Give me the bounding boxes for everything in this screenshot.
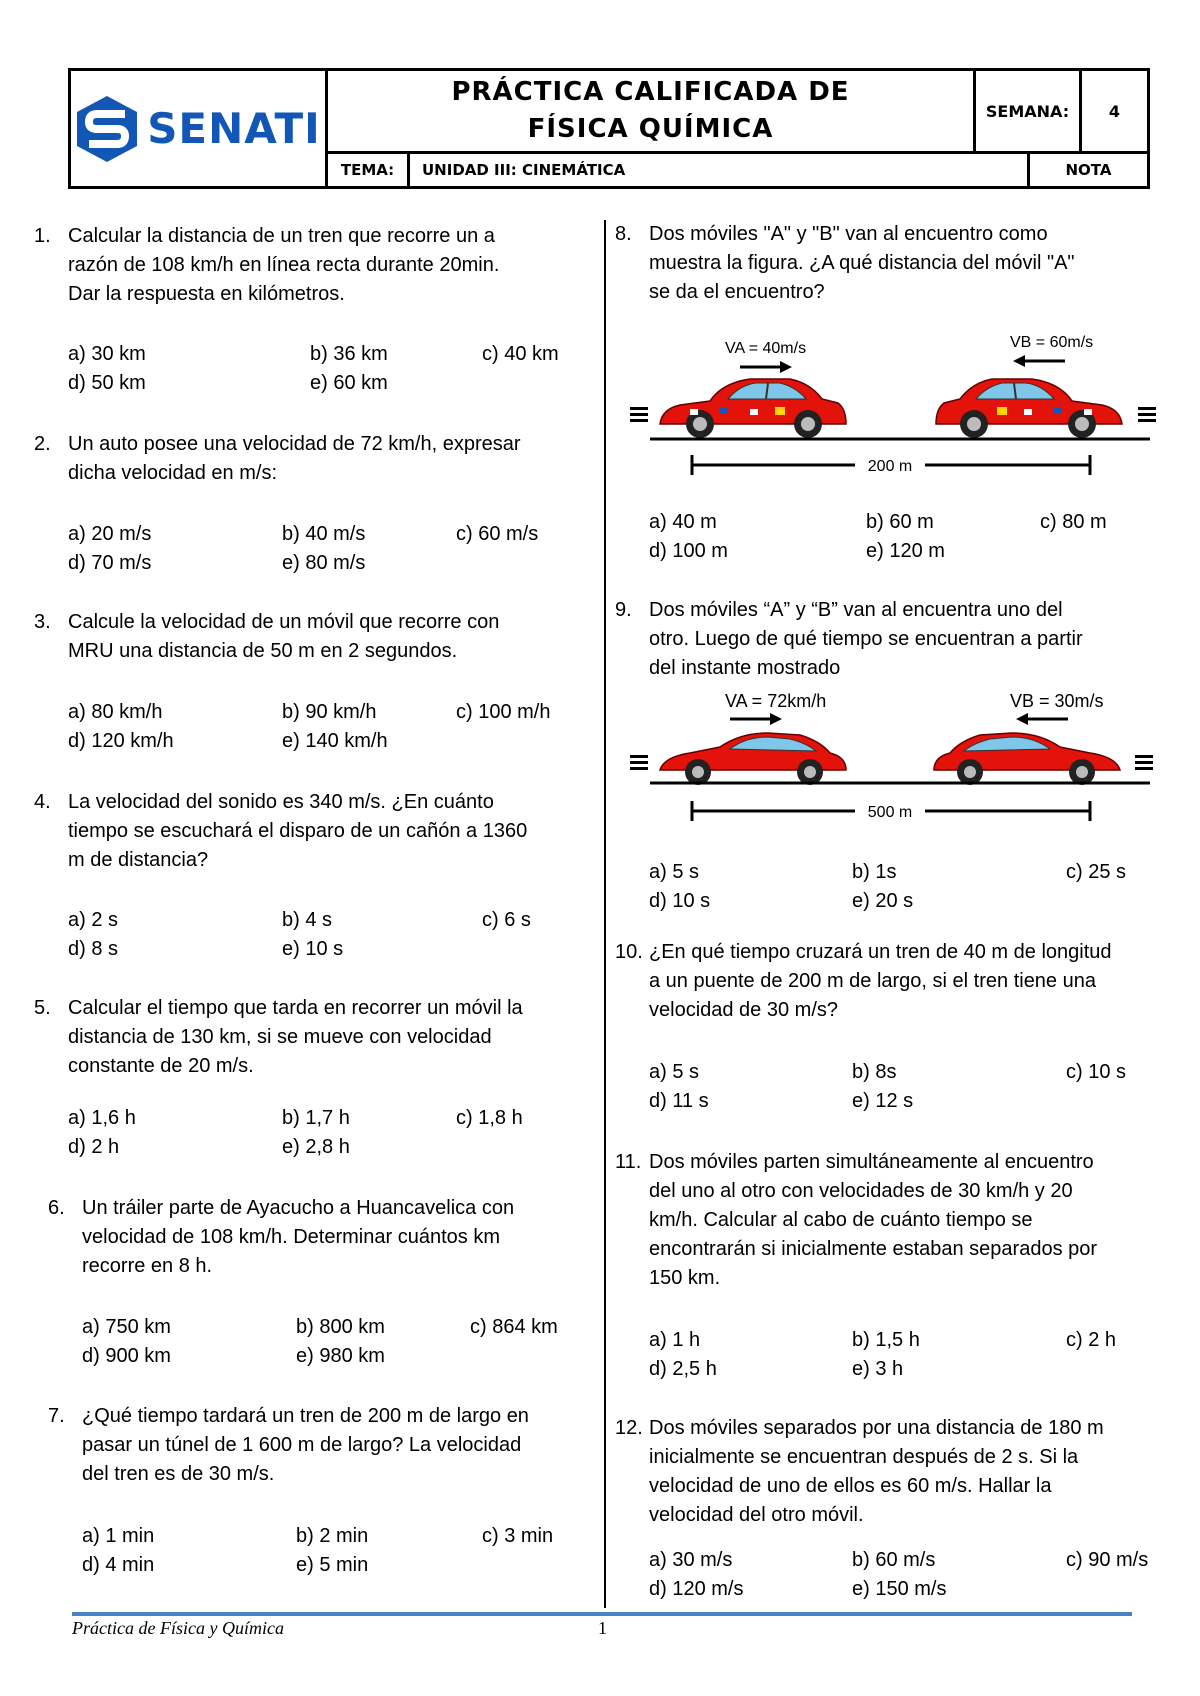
answer-option: e) 60 km — [310, 372, 388, 394]
answer-option: a) 5 s — [649, 1061, 700, 1083]
answer-option: d) 100 m — [649, 540, 728, 562]
answer-option: c) 60 m/s — [456, 523, 539, 545]
speed-lines-b — [1138, 407, 1156, 422]
question-text-line: del uno al otro con velocidades de 30 km/h y 20 — [649, 1180, 1073, 1202]
question-text-line: del instante mostrado — [649, 657, 841, 679]
answer-option: c) 40 km — [482, 343, 559, 365]
answer-option: e) 20 s — [852, 890, 914, 912]
question-text-line: distancia de 130 km, si se mueve con velocidad — [68, 1026, 492, 1048]
answer-option: b) 36 km — [310, 343, 388, 365]
answer-option: c) 2 h — [1066, 1329, 1117, 1351]
answer-option: e) 980 km — [296, 1345, 385, 1367]
question-text-line: Calcular la distancia de un tren que recorre un a — [68, 225, 495, 247]
question-number: 2. — [34, 433, 51, 455]
answer-option: e) 12 s — [852, 1090, 914, 1112]
answer-option: b) 60 m — [866, 511, 934, 533]
question-text-line: km/h. Calcular al cabo de cuánto tiempo se — [649, 1209, 1033, 1231]
tema-label: TEMA: — [328, 154, 410, 186]
question-text-line: La velocidad del sonido es 340 m/s. ¿En cuánto — [68, 791, 494, 813]
answer-option: a) 5 s — [649, 861, 700, 883]
header-table — [68, 68, 1150, 189]
answer-option: a) 1 min — [82, 1525, 155, 1547]
question-text-line: a un puente de 200 m de largo, si el tren tiene una — [649, 970, 1096, 992]
answer-option: a) 80 km/h — [68, 701, 163, 723]
answer-option: a) 1,6 h — [68, 1107, 136, 1129]
answer-option: e) 140 km/h — [282, 730, 388, 752]
answer-option: e) 10 s — [282, 938, 344, 960]
question-text-line: ¿Qué tiempo tardará un tren de 200 m de largo en — [82, 1405, 529, 1427]
question-text-line: tiempo se escuchará el disparo de un cañón a 1360 — [68, 820, 528, 842]
question-text-line: velocidad de 30 m/s? — [649, 999, 839, 1021]
question-text-line: encontrarán si inicialmente estaban separados por — [649, 1238, 1098, 1260]
question-text-line: inicialmente se encuentran después de 2 s. Si la — [649, 1446, 1079, 1468]
question-number: 12. — [615, 1417, 643, 1439]
answer-option: a) 30 km — [68, 343, 146, 365]
senati-logo — [71, 71, 328, 186]
question-9 — [615, 596, 1194, 683]
fig9-vb-label: VB = 30m/s — [1010, 691, 1104, 711]
question-11 — [615, 1148, 1194, 1293]
car-a-fig9 — [660, 733, 846, 785]
answer-option: e) 120 m — [866, 540, 945, 562]
question-text-line: ¿En qué tiempo cruzará un tren de 40 m de longitud — [649, 941, 1112, 963]
answer-option: a) 30 m/s — [649, 1549, 733, 1571]
answer-option: d) 120 km/h — [68, 730, 174, 752]
speed-lines-a-fig9 — [630, 755, 648, 770]
question-text-line: m de distancia? — [68, 849, 209, 871]
question-text-line: constante de 20 m/s. — [68, 1055, 254, 1077]
question-6 — [48, 1194, 607, 1281]
question-4 — [34, 788, 613, 875]
question-text-line: velocidad de 108 km/h. Determinar cuántos km — [82, 1226, 500, 1248]
question-number: 11. — [615, 1151, 642, 1173]
car-b-fig9 — [934, 733, 1120, 785]
footer-text: Práctica de Física y Química — [72, 1618, 284, 1638]
title-line-1: PRÁCTICA CALIFICADA DE — [451, 77, 850, 107]
answer-option: e) 2,8 h — [282, 1136, 350, 1158]
answer-option: d) 50 km — [68, 372, 146, 394]
answer-option: e) 150 m/s — [852, 1578, 947, 1600]
answer-option: b) 800 km — [296, 1316, 385, 1338]
logo-text: SENATI — [147, 104, 321, 153]
answer-option: c) 90 m/s — [1066, 1549, 1149, 1571]
question-text-line: razón de 108 km/h en línea recta durante 20min. — [68, 254, 500, 276]
fig8-va-label: VA = 40m/s — [725, 340, 807, 357]
question-text-line: Calcule la velocidad de un móvil que recorre con — [68, 611, 500, 633]
question-text-line: recorre en 8 h. — [82, 1255, 213, 1277]
answer-option: d) 8 s — [68, 938, 119, 960]
question-5 — [34, 994, 613, 1081]
figure-q9 — [630, 685, 1170, 835]
question-text-line: se da el encuentro? — [649, 281, 825, 303]
answer-option: c) 6 s — [482, 909, 531, 931]
question-text-line: Un tráiler parte de Ayacucho a Huancavelica con — [82, 1197, 515, 1219]
column-divider — [604, 220, 606, 1608]
answer-option: b) 4 s — [282, 909, 333, 931]
answer-option: b) 8s — [852, 1061, 897, 1083]
answer-option: c) 864 km — [470, 1316, 558, 1338]
answer-option: b) 60 m/s — [852, 1549, 936, 1571]
answer-option: e) 3 h — [852, 1358, 904, 1380]
question-number: 5. — [34, 997, 51, 1019]
fig8-distance: 200 m — [867, 458, 913, 475]
answer-option: d) 900 km — [82, 1345, 171, 1367]
question-text-line: Calcular el tiempo que tarda en recorrer un móvil la — [68, 997, 523, 1019]
answer-option: b) 2 min — [296, 1525, 369, 1547]
answer-option: c) 80 m — [1040, 511, 1107, 533]
fig8-vb-label: VB = 60m/s — [1010, 334, 1094, 351]
question-number: 1. — [34, 225, 51, 247]
answer-option: d) 10 s — [649, 890, 711, 912]
tema-value: UNIDAD III: CINEMÁTICA — [410, 154, 1030, 186]
answer-option: a) 20 m/s — [68, 523, 152, 545]
question-number: 4. — [34, 791, 51, 813]
answer-option: d) 2 h — [68, 1136, 120, 1158]
question-3 — [34, 608, 613, 666]
question-text-line: MRU una distancia de 50 m en 2 segundos. — [68, 640, 458, 662]
question-2 — [34, 430, 613, 488]
answer-option: c) 10 s — [1066, 1061, 1127, 1083]
question-text-line: Dos móviles “A” y “B” van al encuentra uno del — [649, 599, 1063, 621]
question-number: 6. — [48, 1197, 65, 1219]
page-number: 1 — [598, 1618, 607, 1638]
answer-option: c) 3 min — [482, 1525, 554, 1547]
question-text-line: Dos móviles "A" y "B" van al encuentro como — [649, 223, 1048, 245]
nota-label: NOTA — [1065, 161, 1112, 179]
car-a — [660, 379, 846, 438]
car-b — [936, 379, 1122, 438]
answer-option: d) 70 m/s — [68, 552, 152, 574]
question-text-line: velocidad del otro móvil. — [649, 1504, 864, 1526]
answer-option: a) 40 m — [649, 511, 717, 533]
semana-label: SEMANA: — [976, 71, 1082, 154]
fig9-distance: 500 m — [867, 804, 913, 821]
page-title — [328, 71, 976, 154]
question-text-line: muestra la figura. ¿A qué distancia del móvil "A" — [649, 252, 1075, 274]
question-text-line: velocidad de uno de ellos es 60 m/s. Hallar la — [649, 1475, 1052, 1497]
answer-option: b) 40 m/s — [282, 523, 366, 545]
question-text-line: Dos móviles separados por una distancia de 180 m — [649, 1417, 1104, 1439]
question-text-line: Un auto posee una velocidad de 72 km/h, expresar — [68, 433, 521, 455]
answer-option: c) 1,8 h — [456, 1107, 523, 1129]
answer-option: a) 1 h — [649, 1329, 701, 1351]
answer-option: a) 2 s — [68, 909, 119, 931]
figure-q8 — [630, 325, 1170, 490]
answer-option: c) 100 m/h — [456, 701, 551, 723]
question-text-line: otro. Luego de qué tiempo se encuentran a partir — [649, 628, 1083, 650]
question-1 — [34, 222, 613, 309]
question-7 — [48, 1402, 607, 1489]
question-number: 3. — [34, 611, 51, 633]
answer-option: b) 1s — [852, 861, 897, 883]
answer-option: b) 1,5 h — [852, 1329, 920, 1351]
answer-option: d) 4 min — [82, 1554, 155, 1576]
question-number: 7. — [48, 1405, 65, 1427]
answer-option: d) 120 m/s — [649, 1578, 744, 1600]
title-line-2: FÍSICA QUÍMICA — [527, 114, 774, 144]
question-number: 8. — [615, 223, 632, 245]
question-number: 10. — [615, 941, 643, 963]
answer-option: d) 11 s — [649, 1090, 709, 1112]
answer-option: b) 90 km/h — [282, 701, 377, 723]
fig9-va-label: VA = 72km/h — [725, 691, 827, 711]
answer-option: e) 5 min — [296, 1554, 369, 1576]
question-12 — [615, 1414, 1194, 1530]
question-text-line: Dos móviles parten simultáneamente al encuentro — [649, 1151, 1094, 1173]
question-text-line: del tren es de 30 m/s. — [82, 1463, 275, 1485]
semana-value: 4 — [1082, 71, 1147, 154]
answer-option: e) 80 m/s — [282, 552, 366, 574]
question-number: 9. — [615, 599, 632, 621]
question-10 — [615, 938, 1194, 1025]
question-text-line: Dar la respuesta en kilómetros. — [68, 283, 345, 305]
question-text-line: 150 km. — [649, 1267, 721, 1289]
question-8 — [615, 220, 1194, 307]
question-text-line: dicha velocidad en m/s: — [68, 462, 278, 484]
senati-logo-icon — [75, 94, 139, 164]
speed-lines-a — [630, 407, 648, 422]
answer-option: c) 25 s — [1066, 861, 1127, 883]
footer-line — [72, 1612, 1132, 1616]
answer-option: b) 1,7 h — [282, 1107, 350, 1129]
answer-option: d) 2,5 h — [649, 1358, 717, 1380]
question-text-line: pasar un túnel de 1 600 m de largo? La velocidad — [82, 1434, 522, 1456]
answer-option: a) 750 km — [82, 1316, 171, 1338]
speed-lines-b-fig9 — [1135, 755, 1153, 770]
